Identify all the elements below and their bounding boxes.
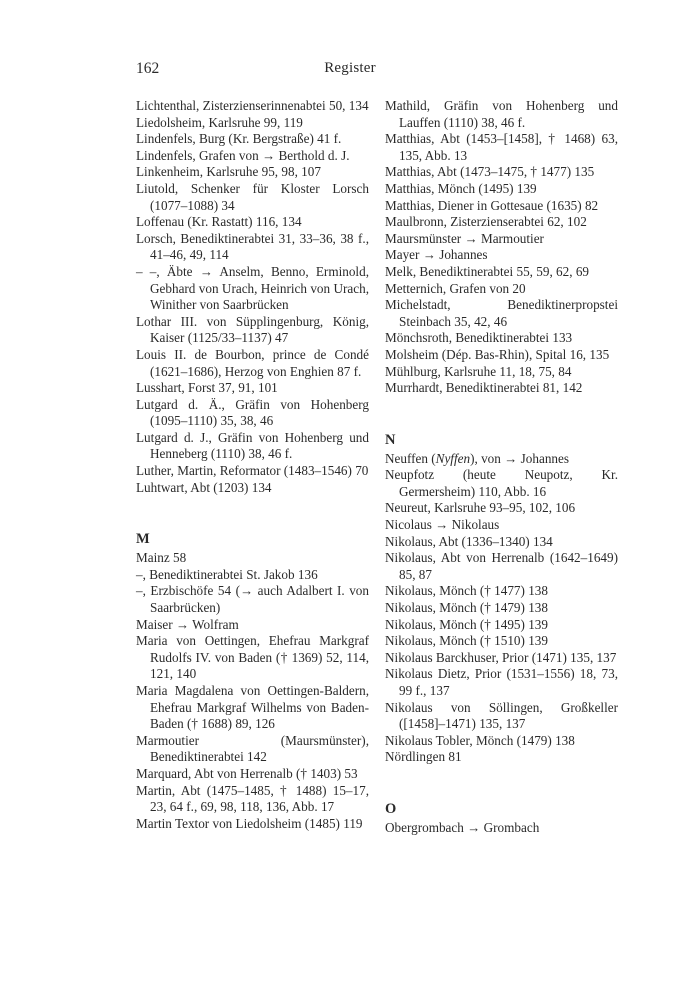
index-entry: Nikolaus von Söllingen, Großkeller ([1458]–1471) 135, 137 [385,699,618,732]
index-entry: – –, Äbte → Anselm, Benno, Erminold, Gebhard von Urach, Heinrich von Urach, Winither von Saarbrücken [136,263,369,313]
index-entry: Mönchsroth, Benediktinerabtei 133 [385,330,573,346]
index-entry: Mayer → Johannes [385,247,488,263]
entry-list-l [136,98,369,496]
index-entry: Matthias, Mönch (1495) 139 [385,180,537,196]
index-entry: Nikolaus, Mönch († 1477) 138 [385,583,548,599]
index-entry: Lothar III. von Süpplingenburg, König, Kaiser (1125/33–1137) 47 [136,313,369,346]
index-entry: Lutgard d. J., Gräfin von Hohenberg und Henneberg (1110) 38, 46 f. [136,429,369,462]
index-entry: Mainz 58 [136,550,187,566]
section-letter-n: N [385,431,396,448]
index-entry: Luhtwart, Abt (1203) 134 [136,479,272,495]
index-entry: Matthias, Abt (1473–1475, † 1477) 135 [385,164,595,180]
index-column-right [385,98,618,837]
index-entry: Nikolaus, Abt von Herrenalb (1642–1649) 85, 87 [385,550,618,582]
index-entry: Melk, Benediktinerabtei 55, 59, 62, 69 [385,263,590,279]
index-entry: Neupfotz (heute Neupotz, Kr. Germersheim) 110, Abb. 16 [385,467,618,499]
index-entry: Liutold, Schenker für Kloster Lorsch (1077–1088) 34 [136,180,369,213]
index-entry: Obergrombach → Grombach [385,819,540,835]
index-entry: Metternich, Grafen von 20 [385,280,526,296]
index-column-left [136,98,369,832]
index-entry: Maria Magdalena von Oettingen-Baldern, Ehefrau Markgraf Wilhelms von Baden-Baden († 1688) 89, 126 [136,683,369,732]
page-number: 162 [136,60,160,77]
index-entry: Maria von Oettingen, Ehefrau Markgraf Rudolfs IV. von Baden († 1369) 52, 114, 121, 140 [136,633,369,682]
index-entry: –, Erzbischöfe 54 (→ auch Adalbert I. von Saarbrücken) [136,583,369,616]
entry-list-n [385,467,618,766]
index-entry: Murrhardt, Benediktinerabtei 81, 142 [385,380,583,396]
index-entry: Martin Textor von Liedolsheim (1485) 119 [136,815,363,831]
index-entry: Lichtenthal, Zisterzienserinnenabtei 50, 134 [136,98,369,113]
index-entry: Nicolaus → Nikolaus [385,517,500,533]
index-entry: Martin, Abt (1475–1485, † 1488) 15–17, 23, 64 f., 69, 98, 118, 136, Abb. 17 [136,782,369,815]
entry-list-m-continued [385,98,618,397]
index-entry: Molsheim (Dép. Bas-Rhin), Spital 16, 135 [385,346,610,362]
index-entry: Marquard, Abt von Herrenalb († 1403) 53 [136,765,358,781]
index-entry: Matthias, Abt (1453–[1458], † 1468) 63, 135, Abb. 13 [385,131,618,163]
entry-italic-text: Nyffen [435,450,471,466]
index-entry: Linkenheim, Karlsruhe 95, 98, 107 [136,164,321,180]
index-entry: Maiser → Wolfram [136,616,239,632]
entry-list-m [136,550,369,832]
entry-text-part: ), von → Johannes [470,450,569,466]
index-entry: Lorsch, Benediktinerabtei 31, 33–36, 38 f., 41–46, 49, 114 [136,230,369,263]
index-entry: Maulbronn, Zisterzienserabtei 62, 102 [385,214,587,230]
entry-text-part: Neuffen ( [385,450,436,466]
index-entry: Nördlingen 81 [385,749,462,765]
section-letter-m: M [136,531,150,548]
index-entry: –, Benediktinerabtei St. Jakob 136 [136,566,318,582]
index-entry: Michelstadt, Benediktinerpropstei Steinbach 35, 42, 46 [385,297,618,329]
index-entry: Nikolaus, Mönch († 1510) 139 [385,633,548,649]
index-entry: Neureut, Karlsruhe 93–95, 102, 106 [385,500,576,516]
index-entry [385,451,618,468]
index-entry: Nikolaus, Mönch († 1495) 139 [385,616,548,632]
index-entry: Lindenfels, Grafen von → Berthold d. J. [136,147,350,163]
index-entry: Nikolaus, Abt (1336–1340) 134 [385,533,553,549]
index-entry: Lusshart, Forst 37, 91, 101 [136,380,278,396]
index-entry: Nikolaus Tobler, Mönch (1479) 138 [385,732,575,748]
index-entry: Maursmünster → Marmoutier [385,230,544,246]
entry-list-o [385,820,618,837]
index-entry: Liedolsheim, Karlsruhe 99, 119 [136,114,303,130]
index-entry: Matthias, Diener in Gottesaue (1635) 82 [385,197,599,213]
index-entry: Lutgard d. Ä., Gräfin von Hohenberg (1095–1110) 35, 38, 46 [136,396,369,429]
index-entry: Luther, Martin, Reformator (1483–1546) 70 [136,463,369,479]
index-entry: Mathild, Gräfin von Hohenberg und Lauffen (1110) 38, 46 f. [385,98,618,130]
index-entry: Nikolaus, Mönch († 1479) 138 [385,600,548,616]
running-head: Register [324,60,376,76]
index-entry: Marmoutier (Maursmünster), Benediktinerabtei 142 [136,732,369,765]
index-entry: Nikolaus Dietz, Prior (1531–1556) 18, 73, 99 f., 137 [385,666,618,698]
index-entry: Nikolaus Barckhuser, Prior (1471) 135, 137 [385,649,617,665]
section-letter-o: O [385,800,397,817]
index-entry: Loffenau (Kr. Rastatt) 116, 134 [136,214,302,230]
index-entry: Louis II. de Bourbon, prince de Condé (1621–1686), Herzog von Enghien 87 f. [136,346,369,379]
index-entry: Mühlburg, Karlsruhe 11, 18, 75, 84 [385,363,572,379]
index-entry: Lindenfels, Burg (Kr. Bergstraße) 41 f. [136,131,342,147]
